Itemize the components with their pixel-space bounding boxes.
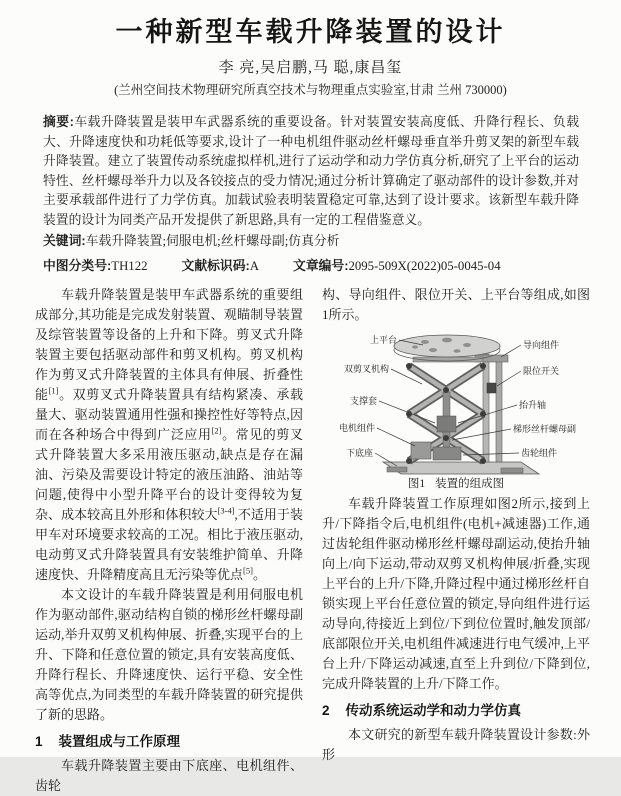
limit-switch-shape: [487, 383, 496, 393]
keywords-text: 车载升降装置;伺服电机;丝杆螺母副;仿真分析: [85, 233, 340, 248]
abstract-paragraph: [43, 112, 579, 231]
label-screw-nut-pair: 梯形丝杆螺母副: [513, 424, 577, 434]
working-principle-paragraph: 车载升降装置工作原理如图2所示,接到上升/下降指令后,电机组件(电机+减速器)工作,通过齿轮组件驱动梯形丝杆螺母副运动,使抬升轴向上/向下运动,带动双剪叉机构伸展/折叠,实现上平台的上升/下降,升降过程中通过梯形丝杆自锁实现上平台任意位置的锁定,导向组件进行运动导向,待接近上到位/下到位位置时,触发顶部/底部限位开关,电机组件减速进行电气缓冲,上平台上升/下降运动减速,直至上升到位/下降到位,完成升降装置的上升/下降工作。: [322, 496, 590, 691]
clc-label: 中图分类号:: [43, 258, 112, 274]
gearbox-shape: [433, 447, 461, 460]
section-2-paragraph: 本文研究的新型车载升降装置设计参数:外形: [322, 727, 590, 762]
guide-column-front: [483, 354, 489, 462]
section-1-title: 装置组成与工作原理: [58, 734, 181, 749]
label-motor-assembly: 电机组件: [338, 423, 375, 433]
figure-1-caption: [322, 477, 590, 492]
keywords-label: 关键词:: [43, 232, 86, 248]
authors-line: 李 亮,吴启鹏,马 聪,康昌玺: [218, 60, 403, 76]
label-support-sleeve: 支撑套: [349, 396, 377, 406]
label-gear-assembly: 齿轮组件: [521, 448, 558, 458]
article-id-value: 2095-509X(2022)05-0045-04: [348, 259, 501, 274]
section-1-paragraph-continued: 构、导向组件、限位开关、上平台等组成,如图1所示。: [322, 287, 590, 322]
section-1-paragraph: 车载升降装置主要由下底座、电机组件、齿轮: [35, 758, 303, 793]
doc-code-value: A: [249, 259, 260, 274]
doc-code-label: 文献标识码:: [181, 258, 250, 274]
abstract-label: 摘要:: [43, 114, 74, 129]
motor-shape: [411, 442, 431, 459]
right-column: [322, 285, 590, 765]
guide-column-rear: [496, 356, 502, 462]
base-foot-left: [387, 467, 407, 472]
figure-1-caption-text: 装置的组成图: [435, 478, 505, 490]
meta-block: [43, 112, 579, 277]
clc-value: TH122: [111, 259, 148, 274]
section-2-number: 2: [322, 703, 330, 718]
label-lift-shaft: 抬升轴: [519, 400, 547, 410]
intro-paragraph-2: 本文设计的车载升降装置是利用伺服电机作为驱动部件,驱动结构自锁的梯形丝杆螺母副运动,举升双剪叉机构伸展、折叠,实现平台的上升、下降和任意位置的锁定,具有安装高度低、升降行程长、升降速度快、运行平稳、安全性高等优点,为同类型的车载升降装置的研究提供了新的思路。: [35, 587, 303, 722]
section-2-title: 传动系统运动学和动力学仿真: [345, 703, 522, 718]
section-1-number: 1: [35, 734, 43, 749]
article-id-label: 文章编号:: [293, 258, 349, 274]
abstract-text: 车载升降装置是装甲车武器系统的重要设备。针对装置安装高度低、升降行程长、负载大、升降速度快和功耗低等要求,设计了一种电机组件驱动丝杆螺母垂直举升剪叉架的新型车载升降装置。建立了装置传动系统虚拟样机,进行了运动学和动力学仿真分析,研究了上平台的运动特性、丝杆螺母举升力以及各铰接点的受力情况;通过分析计算确定了驱动部件的设计参数,并对主要承载部件进行了力学仿真。加载试验表明装置稳定可靠,达到了设计要求。该新型车载升降装置的设计为同类产品开发提供了新思路,具有一定的工程借鉴意义。: [43, 115, 580, 227]
intro-paragraph-1: 车载升降装置是装甲车武器系统的重要组成部分,其功能是完成发射装置、观瞄制导装置及综管装置等设备的上升和下降。剪叉式升降装置主要包括驱动部件和剪叉机构。剪叉机构作为剪叉式升降装置的主体具有伸展、折叠性能[1]。双剪叉式升降装置具有结构紧凑、承载量大、驱动装置通用性强和操控性好等特点,因而在各种场合中得到广泛应用[2]。常见的剪叉式升降装置大多采用液压驱动,缺点是存在漏油、污染及需要设计特定的液压油路、油站等问题,使得中小型升降平台的设计变得较为复杂、成本较高且外形和体积较大[3-4],不适用于装甲车对环境要求较高的工况。相比于液压驱动,电动剪叉式升降装置具有安装维护简单、升降速度快、升降精度高且无污染等优点[5]。: [35, 287, 303, 582]
support-sleeve-shape: [437, 416, 456, 432]
label-lower-base: 下底座: [345, 448, 373, 458]
left-column: [35, 285, 303, 796]
label-upper-platform: 上平台: [369, 335, 397, 345]
label-limit-switch: 限位开关: [523, 366, 560, 376]
label-double-scissor-mechanism: 双剪叉机构: [343, 364, 389, 374]
keywords-line: [43, 231, 579, 252]
section-2-heading: [322, 701, 590, 721]
section-1-heading: [35, 732, 303, 752]
affiliation-line: (兰州空间技术物理研究所真空技术与物理重点实验室,甘肃 兰州 730000): [114, 83, 507, 97]
classification-line: [43, 256, 579, 277]
scissor-lift-illustration: [325, 328, 587, 476]
figure-1-caption-number: 图1: [407, 478, 426, 490]
base-foot-right: [501, 468, 523, 473]
label-guide-assembly: 导向组件: [523, 340, 560, 350]
paper-title: 一种新型车载升降装置的设计: [115, 17, 506, 47]
figure-1: [322, 328, 590, 492]
